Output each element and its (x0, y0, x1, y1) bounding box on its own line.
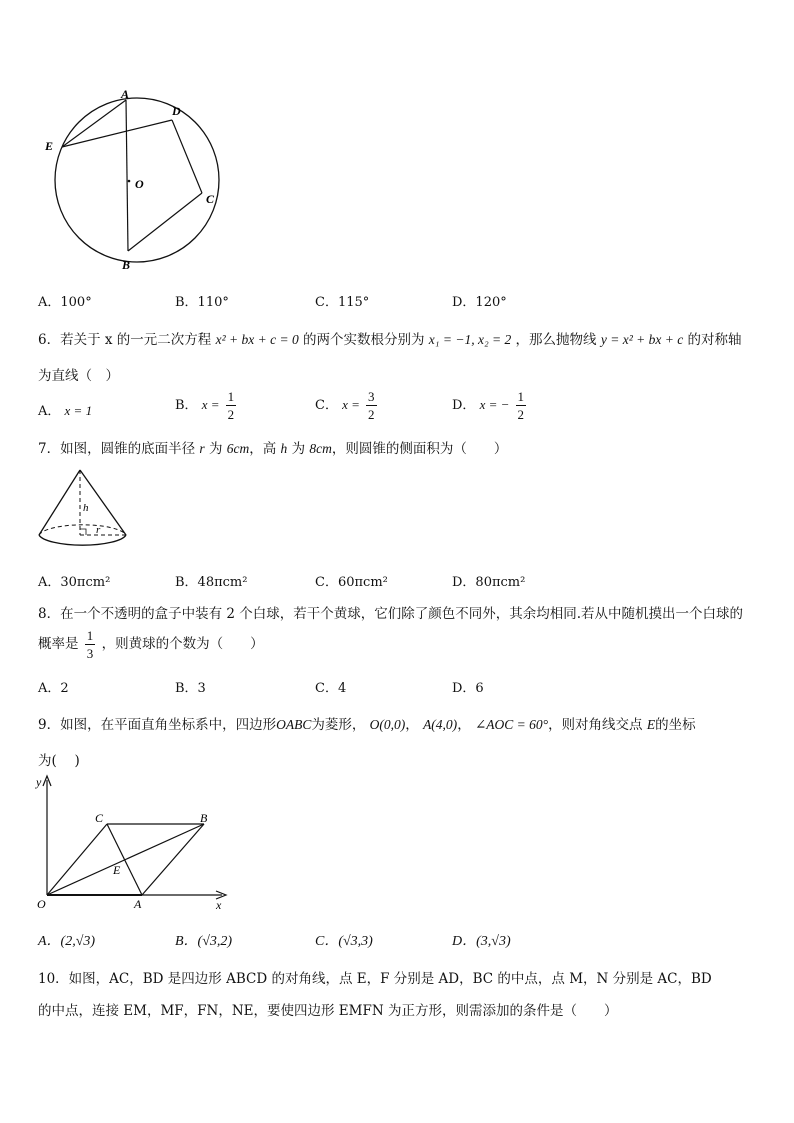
q6-option-c-letter: C． (315, 398, 338, 413)
q6-stem-line2: 为直线（ ） (38, 368, 119, 384)
q9-angle: ∠AOC = 60° (474, 717, 549, 732)
q6-stem-line1 (38, 328, 742, 348)
q5-option-b[interactable]: B．110° (175, 295, 229, 310)
circle-figure (40, 85, 230, 275)
q9-text-d: ， (457, 717, 471, 733)
q7-r: r (199, 441, 205, 456)
cone-label-h: h (83, 502, 89, 514)
q9-text-e: ，则对角线交点 (548, 717, 643, 733)
label-b: B (122, 258, 131, 272)
q6-option-b-lhs: x = (201, 397, 220, 412)
q6-prefix: 6．若关于 x 的一元二次方程 (38, 332, 212, 348)
q9-point-e: E (646, 717, 656, 732)
q9-point-a: A(4,0) (423, 717, 458, 732)
q6-option-b-letter: B． (175, 398, 198, 413)
q6-option-d-letter: D． (452, 398, 476, 413)
point-label-b: B (200, 811, 208, 825)
q7-option-a[interactable]: A．30πcm² (38, 575, 111, 590)
point-label-a: A (134, 897, 142, 911)
q5-option-d[interactable]: D．120° (452, 295, 507, 310)
q6-suffix: 的对称轴 (687, 332, 742, 348)
q7-option-b[interactable]: B．48πcm² (175, 575, 248, 590)
q9-option-d[interactable]: D．(3,√3) (452, 934, 511, 949)
q7-option-d[interactable]: D．80πcm² (452, 575, 526, 590)
q6-option-a-value: x = 1 (64, 403, 93, 418)
q6-mid1: 的两个实数根分别为 (303, 332, 425, 348)
q9-option-b[interactable]: B．(√3,2) (175, 934, 233, 949)
q7-text-b: 为 (208, 441, 223, 457)
q8-option-c[interactable]: C．4 (315, 681, 347, 696)
q8-prefix: 概率是 (38, 636, 79, 652)
label-d: D (172, 104, 181, 118)
q6-option-c[interactable] (315, 390, 379, 421)
cone-label-r: r (96, 524, 101, 536)
point-label-o: O (37, 897, 46, 911)
q6-option-c-lhs: x = (342, 397, 360, 412)
q6-option-b-fraction: $\frac{1}{2}$ (227, 389, 235, 422)
q7-text-c: ，高 (249, 441, 277, 457)
q9-text-c: ， (405, 717, 419, 733)
q6-option-a[interactable] (38, 400, 92, 419)
label-e: E (45, 139, 54, 153)
center-point-o (128, 180, 131, 183)
q5-option-a[interactable]: A．100° (38, 295, 92, 310)
q9-stem-line2: 为( ) (38, 753, 80, 769)
q8-fraction: $\frac{1}{3}$ (86, 628, 94, 661)
q8-stem-line2 (38, 629, 264, 660)
label-o: O (135, 177, 144, 191)
label-a: A (121, 87, 130, 101)
q7-text-a: 7．如图，圆锥的底面半径 (38, 441, 196, 457)
axis-label-x: x (216, 898, 222, 912)
q6-option-b[interactable] (175, 390, 238, 421)
q6-equation: x² + bx + c = 0 (215, 332, 299, 347)
q7-text-d: 为 (291, 441, 306, 457)
q7-option-c[interactable]: C．60πcm² (315, 575, 388, 590)
q9-point-o: O(0,0) (369, 717, 406, 732)
q9-text-b: 为菱形， (311, 717, 366, 733)
q5-option-c[interactable]: C．115° (315, 295, 370, 310)
q8-option-b[interactable]: B．3 (175, 681, 206, 696)
q7-stem (38, 437, 507, 457)
point-label-c: C (95, 811, 104, 825)
q6-parabola: y = x² + bx + c (600, 332, 684, 347)
q9-text-a: 9．如图，在平面直角坐标系中，四边形 (38, 717, 277, 733)
q10-stem-line2: 的中点，连接 EM，MF，FN，NE，要使四边形 EMFN 为正方形，则需添加的条件是（ ） (38, 1003, 618, 1019)
q8-stem-line1: 8．在一个不透明的盒子中装有 2 个白球，若干个黄球，它们除了颜色不同外，其余均相同.若从中随机摸出一个白球的 (38, 606, 744, 622)
pentagon-lines (62, 100, 202, 251)
q9-stem-line1 (38, 713, 696, 733)
q7-text-e: ，则圆锥的侧面积为（ ） (331, 441, 508, 457)
axis-label-y: y (36, 775, 42, 789)
q6-roots: x₁ = −1, x₂ = 2 (428, 332, 512, 347)
q9-quad: OABC (276, 717, 312, 732)
q9-option-a[interactable]: A．(2,√3) (38, 934, 96, 949)
q9-option-c[interactable]: C．(√3,3) (315, 934, 373, 949)
rhombus-figure (32, 772, 232, 912)
q9-text-f: 的坐标 (655, 717, 696, 733)
q10-stem-line1: 10．如图，AC，BD 是四边形 ABCD 的对角线，点 E，F 分别是 AD，BC 的中点，点 M，N 分别是 AC，BD (38, 971, 712, 987)
q8-suffix: ，则黄球的个数为（ ） (101, 636, 264, 652)
point-label-e: E (113, 863, 121, 877)
cone-figure (34, 465, 134, 557)
q8-option-d[interactable]: D．6 (452, 681, 484, 696)
q6-mid2: ，那么抛物线 (515, 332, 597, 348)
q7-h-value: 8cm (309, 441, 332, 456)
q6-option-d[interactable] (452, 390, 528, 421)
q8-option-a[interactable]: A．2 (38, 681, 69, 696)
label-c: C (206, 192, 215, 206)
q6-option-d-fraction: $\frac{1}{2}$ (517, 389, 525, 422)
q7-h: h (280, 441, 288, 456)
q6-option-d-lhs: x = − (479, 397, 510, 412)
q7-r-value: 6cm (226, 441, 250, 456)
q6-option-a-letter: A． (38, 404, 61, 419)
q6-option-c-fraction: $\frac{3}{2}$ (368, 389, 375, 422)
